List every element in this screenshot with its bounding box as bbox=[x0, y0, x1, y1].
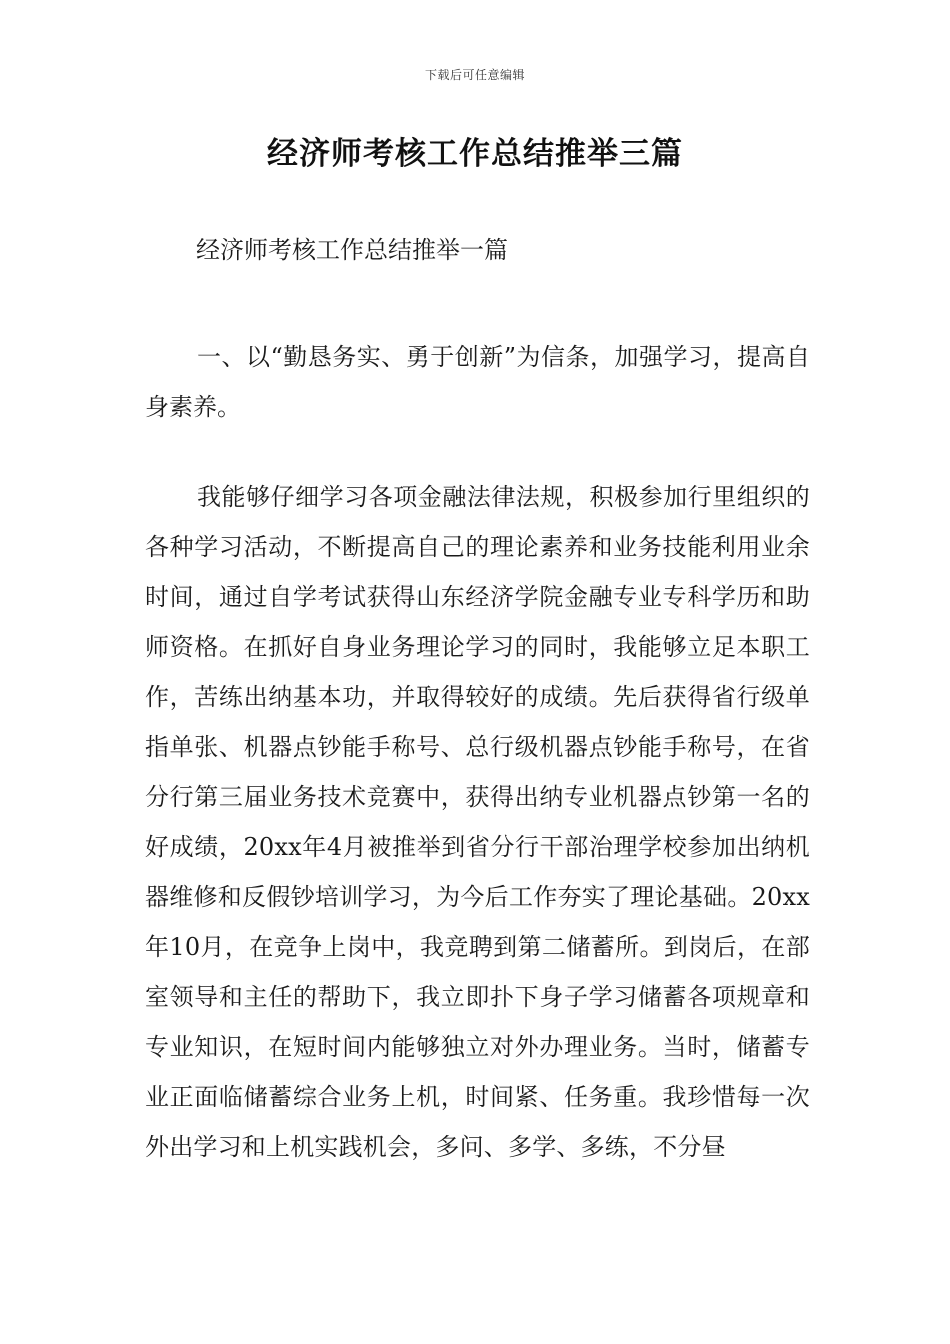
section-heading: 一、以“勤恳务实、勇于创新”为信条，加强学习，提高自身素养。 bbox=[145, 343, 810, 421]
body-paragraph: 我能够仔细学习各项金融法律法规，积极参加行里组织的各种学习活动，不断提高自己的理论素养和业务技能利用业余时间，通过自学考试获得山东经济学院金融专业专科学历和助师资格。在抓好自身业务理论学习的同时，我能够立足本职工作，苦练出纳基本功，并取得较好的成绩。先后获得省行级单指单张、机器点钞能手称号、总行级机器点钞能手称号，在省分行第三届业务技术竞赛中，获得出纳专业机器点钞第一名的好成绩，20xx年4月被推举到省分行干部治理学校参加出纳机器维修和反假钞培训学习，为今后工作夯实了理论基础。20xx年10月，在竞争上岗中，我竞聘到第二储蓄所。到岗后，在部室领导和主任的帮助下，我立即扑下身子学习储蓄各项规章和专业知识，在短时间内能够独立对外办理业务。当时，储蓄专业正面临储蓄综合业务上机，时间紧、任务重。我珍惜每一次外出学习和上机实践机会，多问、多学、多练，不分昼 bbox=[145, 483, 810, 1161]
header-note: 下载后可任意编辑 bbox=[424, 68, 525, 82]
document-title: 经济师考核工作总结推举三篇 bbox=[267, 136, 683, 172]
document-subtitle: 经济师考核工作总结推举一篇 bbox=[196, 236, 508, 264]
